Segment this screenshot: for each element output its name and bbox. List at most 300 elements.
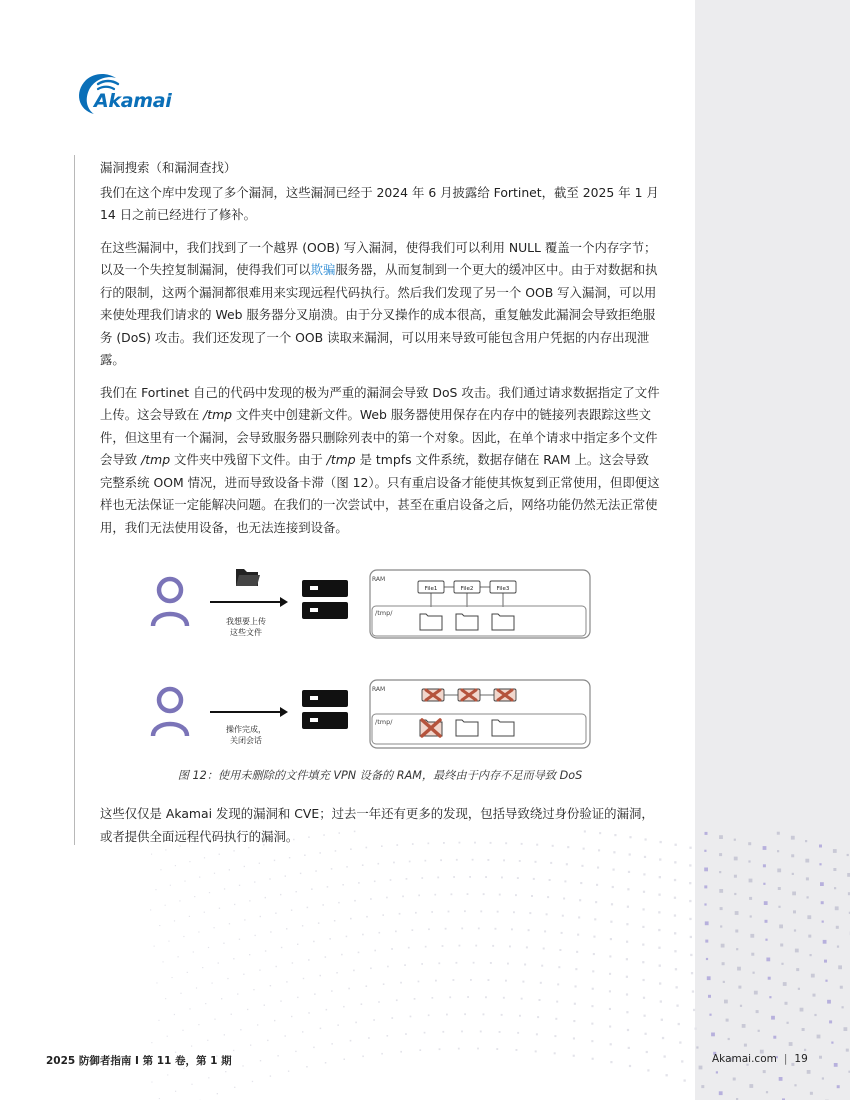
decor-dot [750,934,754,938]
file-label: File1 [424,586,438,592]
decor-dot [470,979,472,981]
article-body [100,157,660,539]
decor-dot [768,977,771,980]
decor-dot [400,1051,402,1053]
decor-dot [341,954,343,956]
decor-dot [366,916,368,918]
decor-dot [425,860,427,862]
decor-dot [577,934,579,936]
decor-dot [629,1065,631,1067]
decor-dot [249,900,250,901]
decor-dot [846,1049,849,1052]
decor-dot [507,963,509,965]
decor-dot [777,832,780,835]
decor-dot [724,1000,728,1004]
decor-dot [243,974,244,975]
decor-dot [191,1046,192,1047]
decor-dot [529,912,531,914]
decor-dot [781,963,783,965]
decor-dot [501,877,503,879]
decor-dot [734,893,736,895]
decor-dot [823,940,827,944]
decor-dot [705,832,708,835]
decor-dot [609,1026,611,1028]
decor-dot [804,1049,806,1051]
decor-dot [311,888,313,890]
decor-dot [674,950,676,952]
decor-dot [391,948,393,950]
arrow-head [280,707,288,717]
tmp-path: /tmp [326,452,356,467]
decor-dot [209,892,210,893]
decor-dot [556,1001,558,1003]
decor-dot [819,863,821,865]
decor-dot [291,1016,292,1017]
decor-dot [233,958,234,959]
paragraph-3-text-d: 是 tmpfs 文件系统，数据存储在 RAM 上。这会导致完整系统 OOM 情况，进而导致设备卡滞（图 12）。只有重启设备才能使其恢复到正常使用，但即便这样也无法保证一定能解决问题。在我们的一次尝试中，甚至在重启设备之后，网络功能仍然无法正常使用，我们无法使用设备，也无法连接到设备。 [100,452,660,535]
decor-dot [766,1091,768,1093]
decor-dot [573,1020,575,1022]
upload-label-line2: 这些文件 [230,628,262,637]
decor-dot [204,857,205,858]
decor-dot [628,1047,630,1049]
decor-dot [445,928,447,930]
decor-dot [406,878,408,880]
decor-dot [483,893,485,895]
decor-dot [167,1074,168,1075]
decor-dot [170,885,171,886]
decor-dot [780,944,783,947]
decor-dot [610,938,612,940]
decor-dot [362,864,364,866]
upload-label-line1: 我想要上传 [226,617,266,626]
decor-dot [300,873,301,874]
decor-dot [658,894,660,896]
decor-dot [691,972,693,974]
decor-dot [563,898,565,900]
decor-dot [313,1047,315,1049]
decor-dot [758,1030,760,1032]
decor-dot [456,859,458,861]
decor-dot [270,931,271,932]
decor-dot [214,1019,215,1020]
decor-dot [239,885,240,886]
decor-dot [302,1031,303,1032]
close-label-line2: 关闭会话 [230,736,262,745]
decor-dot [693,1009,695,1011]
decor-dot [814,1014,816,1016]
decor-dot [681,1060,683,1062]
decor-dot [244,919,245,920]
decor-dot [628,871,630,873]
paragraph-2 [100,237,660,372]
decor-dot [461,1031,463,1033]
ram-label: RAM [372,576,386,583]
decor-dot [314,993,316,995]
decor-dot [742,1024,746,1028]
decor-dot [800,1008,804,1012]
decor-dot [597,867,599,869]
decor-dot [194,896,195,897]
decor-dot [464,910,466,912]
decor-dot [750,915,752,917]
decor-dot [834,887,836,889]
decor-dot [689,847,691,849]
decor-dot [214,927,215,928]
decor-dot [748,842,751,845]
decor-dot [658,911,660,913]
decor-dot [361,1003,363,1005]
decor-dot [609,973,611,975]
decor-dot [706,958,708,960]
decor-dot [327,886,329,888]
decor-dot [178,956,179,957]
decor-dot [836,926,839,929]
decor-dot [438,962,440,964]
decor-dot [255,935,256,936]
decor-dot [244,866,245,867]
decor-dot [214,873,215,874]
figure-caption: 图 12：使用未删除的文件填充 VPN 设备的 RAM，最终由于内存不足而导致 DoS [177,769,583,782]
decor-dot [613,851,615,853]
decor-dot [627,906,629,908]
decor-dot [233,850,234,851]
decor-dot [699,1066,703,1070]
decor-dot [313,941,315,943]
decor-dot [807,915,811,919]
file-label: File3 [496,586,510,592]
decor-dot [414,998,416,1000]
decor-dot [576,951,578,953]
decor-dot [744,1044,747,1047]
decor-dot [566,863,568,865]
user-icon [153,689,187,736]
decor-dot [554,1052,556,1054]
decor-dot [704,903,706,905]
decor-dot [535,1050,537,1052]
decor-dot [738,986,741,989]
decor-dot [224,1034,225,1035]
decor-dot [831,1042,833,1044]
decor-dot [833,868,836,871]
decor-dot [541,965,543,967]
decor-dot [252,1081,253,1082]
decor-dot [535,861,537,863]
decor-dot [234,904,235,905]
decor-dot [379,932,381,934]
decor-dot [610,1043,612,1045]
decor-dot [415,912,417,914]
decor-dot [810,1092,813,1095]
decor-dot [159,1098,160,1099]
decor-dot [168,941,169,942]
decor-dot [721,944,725,948]
tmp-path: /tmp [141,452,171,467]
section-rule [74,155,75,845]
decor-dot [645,1033,647,1035]
decor-dot [822,921,824,923]
decor-dot [354,900,356,902]
decor-dot [456,962,458,964]
decor-dot [789,1042,793,1046]
decor-dot [779,925,783,929]
decor-dot [439,1048,441,1050]
decor-dot [386,897,388,899]
decor-dot [562,915,564,917]
decor-dot [794,1084,796,1086]
server-icon [302,580,348,619]
decor-dot [778,906,780,908]
decor-dot [536,1033,538,1035]
decor-dot [337,1024,339,1026]
decor-dot [690,936,692,938]
decor-dot [355,1022,357,1024]
decor-dot [267,1040,268,1041]
decor-dot [483,1013,485,1015]
decor-dot [501,1014,503,1016]
decor-dot [239,939,240,940]
decor-dot [505,980,507,982]
decor-dot [503,997,505,999]
decor-dot [431,911,433,913]
decor-dot [183,936,184,937]
decor-dot [749,879,753,883]
decor-dot [734,839,736,841]
decor-dot [393,862,395,864]
decor-dot [419,1049,421,1051]
decor-dot [306,1066,308,1068]
decor-dot [796,968,799,971]
decor-dot [837,1085,840,1088]
decor-dot [366,985,368,987]
decor-dot [449,996,451,998]
decor-dot [827,1000,831,1004]
decor-dot [229,869,230,870]
decor-dot [274,1020,275,1021]
decor-dot [533,878,535,880]
decor-dot [240,1029,241,1030]
decor-dot [787,1022,789,1024]
decor-dot [810,954,812,956]
decor-dot [658,947,660,949]
tmp-label: /tmp/ [375,718,393,726]
decor-dot [280,894,281,895]
decor-dot [573,1037,575,1039]
decor-dot [813,994,816,997]
decor-dot [257,1024,258,1025]
decor-dot [695,1028,697,1030]
decor-dot [218,962,219,963]
decor-dot [467,893,469,895]
closing-section [100,803,660,848]
decor-dot [440,859,442,861]
decor-dot [205,1003,206,1004]
decor-dot [835,906,839,910]
decor-dot [675,844,677,846]
decor-dot [175,1091,176,1092]
decor-dot [477,1048,479,1050]
decor-dot [627,1029,629,1031]
decor-dot [580,882,582,884]
decor-dot [734,857,738,861]
page-number: 19 [794,1053,808,1065]
decor-dot [595,901,597,903]
decor-dot [733,1078,736,1081]
decor-dot [421,963,423,965]
decor-dot [198,1024,199,1025]
decor-dot [609,955,611,957]
decor-dot [674,914,676,916]
decor-dot [368,1037,370,1039]
decor-dot [661,1019,663,1021]
decor-dot [807,1070,811,1074]
decor-dot [485,876,487,878]
paragraph-3-text-c: 文件夹中残留下文件。由于 [170,452,327,467]
decor-dot [847,854,849,856]
decor-dot [247,1009,248,1010]
decor-dot [304,855,306,857]
decor-dot [165,849,166,850]
decor-dot [701,1085,704,1088]
decor-dot [269,878,270,879]
decor-dot [793,910,796,913]
decor-dot [811,974,815,978]
decor-dot [338,902,340,904]
decor-dot [159,925,160,926]
footer-site-link[interactable]: Akamai.com [712,1053,777,1065]
decor-dot [610,921,612,923]
decor-dot [492,945,494,947]
decor-dot [358,882,360,884]
decor-dot [296,891,297,892]
decor-dot [286,928,287,929]
decor-dot [217,1093,218,1094]
decor-dot [362,934,364,936]
decor-dot [550,862,552,864]
decor-dot [592,970,594,972]
spoof-link[interactable]: 欺骗 [310,262,336,277]
decor-dot [329,938,331,940]
decor-dot [749,897,752,900]
decor-dot [458,1048,460,1050]
decor-dot [736,948,738,950]
decor-dot [674,879,676,881]
decor-dot [199,877,200,878]
decor-dot [281,947,282,948]
decor-dot [798,988,800,990]
decor-dot [511,928,513,930]
decor-dot [343,1006,345,1008]
paragraph-3 [100,382,660,540]
decor-dot [446,1014,448,1016]
paragraph-2-text-a: 在这些漏洞中，我们找到了一个越界 (OOB) 写入漏洞，使得我们可以利用 NULL 覆盖一个内存字节；以及一个失控复制漏洞，使得我们可以 [100,239,657,277]
decor-dot [794,929,796,931]
decor-dot [442,945,444,947]
decor-dot [728,1038,730,1040]
decor-dot [167,1036,168,1037]
decor-dot [517,1032,519,1034]
decor-dot [234,1087,235,1088]
decor-dot [802,1028,805,1031]
decor-dot [516,1049,518,1051]
decor-dot [335,850,337,852]
decor-dot [821,901,824,904]
decor-dot [626,993,628,995]
decor-dot [224,888,225,889]
decor-dot [459,945,461,947]
decor-dot [719,853,722,856]
decor-dot [734,875,737,878]
decor-dot [581,865,583,867]
decor-dot [735,911,739,915]
decor-dot [626,923,628,925]
decor-dot [174,1014,175,1015]
decor-dot [383,983,385,985]
tmp-box [372,606,586,636]
decor-dot [819,1056,822,1059]
decor-dot [221,998,222,999]
decor-dot [350,918,352,920]
decor-dot [543,948,545,950]
decor-dot [829,1020,832,1023]
decor-dot [735,930,738,933]
decor-dot [578,916,580,918]
decor-dot [627,888,629,890]
decor-dot [412,929,414,931]
decor-dot [160,869,161,870]
decor-dot [820,882,824,886]
decor-dot [291,910,292,911]
decor-dot [690,954,692,956]
decor-dot [319,852,321,854]
decor-dot [754,991,758,995]
decor-dot [184,881,185,882]
decor-dot [270,985,271,986]
decor-dot [591,1023,593,1025]
decor-dot [765,920,768,923]
decor-dot [373,1019,375,1021]
decor-dot [722,962,725,965]
decor-dot [469,876,471,878]
decor-dot [475,945,477,947]
decor-dot [490,962,492,964]
decor-dot [260,1060,261,1061]
decor-dot [808,935,811,938]
decor-dot [626,1011,628,1013]
paragraph-1: 我们在这个库中发现了多个漏洞，这些漏洞已经于 2024 年 6 月披露给 Fortinet，截至 2025 年 1 月 14 日之前已经进行了修补。 [100,184,659,222]
decor-dot [593,953,595,955]
decor-dot [350,848,352,850]
decor-dot [561,932,563,934]
decor-dot [546,913,548,915]
decor-dot [208,1077,209,1078]
decor-dot [522,981,524,983]
decor-dot [629,853,631,855]
decor-dot [613,869,615,871]
decor-dot [643,997,645,999]
decor-dot [302,925,303,926]
decor-dot [626,941,628,943]
decor-dot [464,1013,466,1015]
decor-dot [499,894,501,896]
decor-dot [515,894,517,896]
decor-dot [763,846,767,850]
decor-dot [791,854,794,857]
decor-dot [659,965,661,967]
paragraph-2-text-b: 服务器，从而复制到一个更大的缓冲区中。由于对数据和执行的限制，这两个漏洞都很难用来实现远程代码执行。然后我们发现了另一个 OOB 写入漏洞，可以用来使处理我们请求的 Web 服务器分叉崩溃。由于分叉操作的成本很高，重复触发此漏洞会导致拒绝服务 (DoS) 攻击。我们还发现了一个 OOB 读取来漏洞，可以用来导致可能包含用户凭据的内存出现泄露。 [100,262,658,367]
decor-dot [795,949,799,953]
decor-dot [675,968,677,970]
